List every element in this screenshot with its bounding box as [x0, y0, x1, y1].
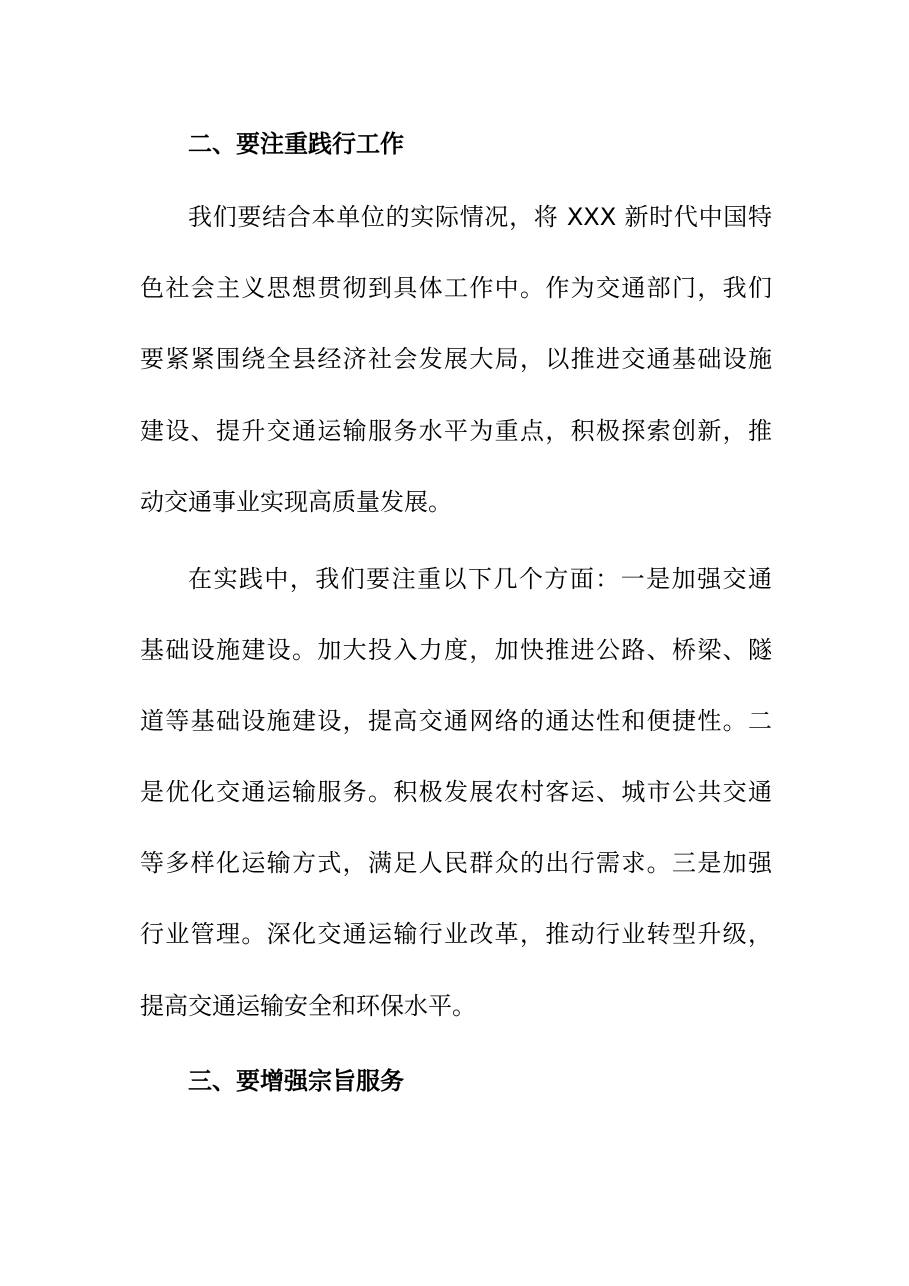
- paragraph-2-line-5: 等多样化运输方式，满足人民群众的出行需求。三是加强: [140, 849, 772, 877]
- paragraph-1-line-3: 要紧紧围绕全县经济社会发展大局，以推进交通基础设施: [140, 345, 772, 373]
- paragraph-1-line-5: 动交通事业实现高质量发展。: [140, 488, 452, 516]
- paragraph-2-line-3: 道等基础设施建设，提高交通网络的通达性和便捷性。二: [140, 707, 772, 735]
- paragraph-1-line-1: 我们要结合本单位的实际情况，将 XXX 新时代中国特: [188, 203, 772, 231]
- paragraph-2-line-4: 是优化交通运输服务。积极发展农村客运、城市公共交通: [140, 778, 772, 806]
- section-heading-2: 二、要注重践行工作: [188, 130, 404, 158]
- paragraph-2-line-6: 行业管理。深化交通运输行业改革，推动行业转型升级，: [140, 920, 772, 948]
- paragraph-1-line-4: 建设、提升交通运输服务水平为重点，积极探索创新，推: [140, 417, 772, 445]
- paragraph-2-line-2: 基础设施建设。加大投入力度，加快推进公路、桥梁、隧: [140, 636, 772, 664]
- section-heading-3: 三、要增强宗旨服务: [188, 1067, 404, 1095]
- paragraph-2-line-7: 提高交通运输安全和环保水平。: [140, 992, 476, 1020]
- paragraph-2-line-1: 在实践中，我们要注重以下几个方面：一是加强交通: [188, 565, 772, 593]
- paragraph-1-line-2: 色社会主义思想贯彻到具体工作中。作为交通部门，我们: [140, 274, 772, 302]
